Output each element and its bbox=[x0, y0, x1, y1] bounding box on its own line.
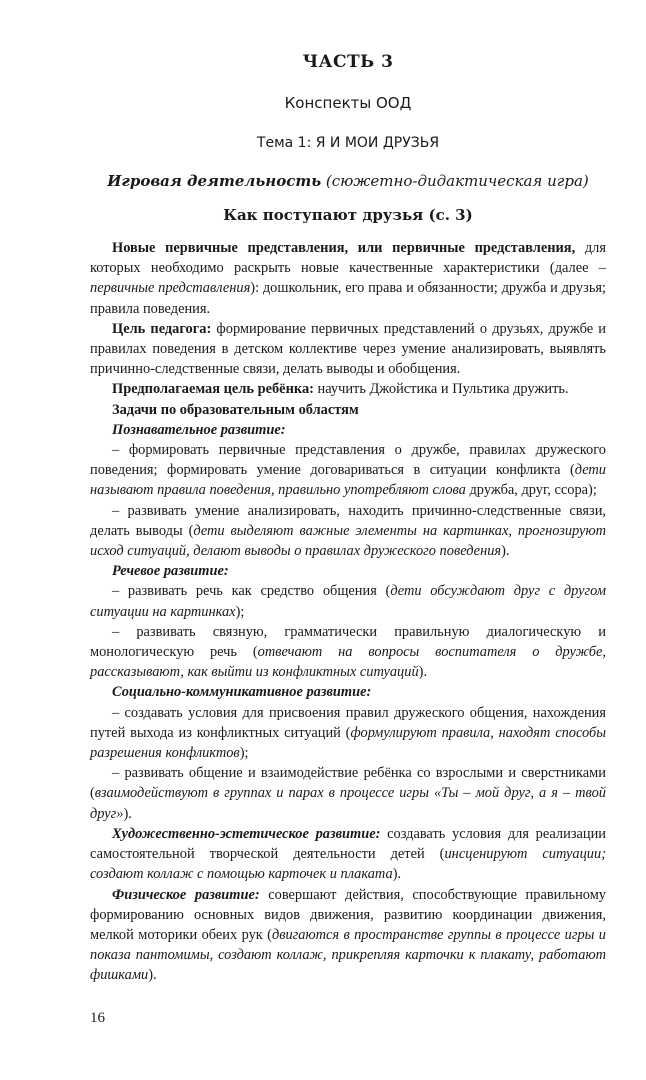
activity-type: Игровая деятельность bbox=[107, 172, 322, 190]
cognitive-item-2 bbox=[90, 501, 606, 562]
tasks-heading bbox=[90, 400, 606, 420]
speech-item-2-c: ). bbox=[418, 664, 428, 681]
cognitive-item-2-b: дети выделяют важные элементы на картинках, прогнозируют исход ситуаций, делают выводы о правилах дружеского поведения bbox=[90, 522, 606, 560]
representations-label: Новые первичные представления, или первичные представления, bbox=[112, 240, 576, 256]
topic-title: Тема 1: Я И МОИ ДРУЗЬЯ bbox=[256, 135, 440, 151]
section-title: Конспекты ООД bbox=[284, 94, 412, 112]
social-heading-text: Социально-коммуникативное развитие: bbox=[112, 684, 372, 701]
paragraph-representations bbox=[90, 238, 606, 319]
cognitive-item-1-b: дети называют правила поведения, правильно употребляют слова bbox=[90, 462, 606, 499]
speech-item-1-a: – развивать речь как средство общения ( bbox=[112, 583, 391, 600]
body-text bbox=[90, 238, 606, 986]
cognitive-item-1-c: дружба, друг, ссора); bbox=[465, 482, 597, 499]
representations-text-1: для которых необходимо раскрыть новые качественные характеристики (далее – bbox=[90, 240, 606, 277]
social-item-2 bbox=[90, 763, 606, 824]
art-text-c: ). bbox=[392, 866, 402, 883]
physical-text-a: совершают действия, способствующие правильному формированию основных видов движения, развитию координации движения, мелкой моторики обеих рук ( bbox=[90, 886, 607, 943]
child-goal-label: Предполагаемая цель ребёнка: bbox=[112, 381, 314, 398]
social-item-1-b: формулируют правила, находят способы разрешения конфликтов bbox=[90, 724, 606, 762]
social-item-1-c: ); bbox=[239, 745, 249, 762]
speech-item-1 bbox=[90, 581, 606, 621]
cognitive-item-1 bbox=[90, 440, 606, 501]
art-text-a: создавать условия для реализации самостоятельной творческой деятельности детей ( bbox=[90, 825, 606, 863]
game-title: Как поступают друзья (с. 3) bbox=[223, 206, 473, 224]
representations-text-2: ): дошкольник, его права и обязанности; дружба и друзья; правила поведения. bbox=[90, 280, 606, 317]
activity-line bbox=[90, 170, 606, 192]
physical-text-b: двигаются в пространстве группы в процессе игры и показа пантомимы, создают коллаж, прикрепляя карточки к плакату, работают фишками bbox=[90, 926, 606, 984]
cognitive-item-2-c: ). bbox=[501, 543, 510, 560]
art-text-b: инсценируют ситуации; создают коллаж с помощью карточек и плаката bbox=[90, 846, 606, 883]
physical-heading: Физическое развитие: bbox=[112, 886, 260, 903]
paragraph-child-goal bbox=[90, 379, 606, 399]
part-title: ЧАСТЬ 3 bbox=[302, 52, 394, 72]
social-heading bbox=[90, 682, 606, 702]
physical-paragraph bbox=[90, 885, 606, 986]
teacher-goal-label: Цель педагога: bbox=[112, 320, 212, 337]
speech-heading-text: Речевое развитие: bbox=[112, 563, 229, 580]
activity-subtype: (сюжетно-дидактическая игра) bbox=[325, 172, 589, 190]
representations-text-italic: первичные представления bbox=[90, 280, 251, 297]
social-item-2-c: ). bbox=[123, 805, 132, 822]
cognitive-heading bbox=[90, 420, 606, 440]
cognitive-item-1-a: – формировать первичные представления о дружбе, правилах дружеского поведения; формировать умение договариваться в ситуации конфликта ( bbox=[90, 442, 606, 479]
child-goal-text: научить Джойстика и Пультика дружить. bbox=[313, 381, 569, 398]
speech-heading bbox=[90, 561, 606, 581]
teacher-goal-text: формирование первичных представлений о друзьях, дружбе и правилах поведения в детском коллективе через умение анализировать, выявлять причинно-следственные связи, делать выводы и обобщения. bbox=[90, 320, 606, 378]
social-item-1-a: – создавать условия для присвоения правил дружеского общения, нахождения путей выхода из конфликтных ситуаций ( bbox=[90, 704, 606, 741]
speech-item-1-b: дети обсуждают друг с другом ситуации на картинках bbox=[90, 583, 606, 620]
art-heading: Художественно-эстетическое развитие: bbox=[112, 825, 381, 842]
speech-item-2-b: отвечают на вопросы воспитателя о дружбе, рассказывают, как выйти из конфликтных ситуаций bbox=[90, 644, 606, 681]
cognitive-heading-text: Познавательное развитие: bbox=[112, 421, 286, 438]
paragraph-teacher-goal bbox=[90, 319, 606, 380]
cognitive-item-2-a: – развивать умение анализировать, находить причинно-следственные связи, делать выводы ( bbox=[90, 502, 606, 539]
social-item-2-b: взаимодействуют в группах и парах в процессе игры «Ты – мой друг, а я – твой друг» bbox=[90, 785, 606, 822]
speech-item-2 bbox=[90, 622, 606, 683]
social-item-2-a: – развивать общение и взаимодействие ребёнка со взрослыми и сверстниками ( bbox=[90, 765, 606, 802]
tasks-heading-text: Задачи по образовательным областям bbox=[112, 401, 359, 418]
art-paragraph bbox=[90, 824, 606, 885]
physical-text-c: ). bbox=[148, 967, 157, 984]
social-item-1 bbox=[90, 703, 606, 764]
page-number: 16 bbox=[90, 1010, 105, 1026]
speech-item-2-a: – развивать связную, грамматически правильную диалогическую и монологическую речь ( bbox=[90, 623, 606, 661]
speech-item-1-c: ); bbox=[235, 603, 245, 620]
